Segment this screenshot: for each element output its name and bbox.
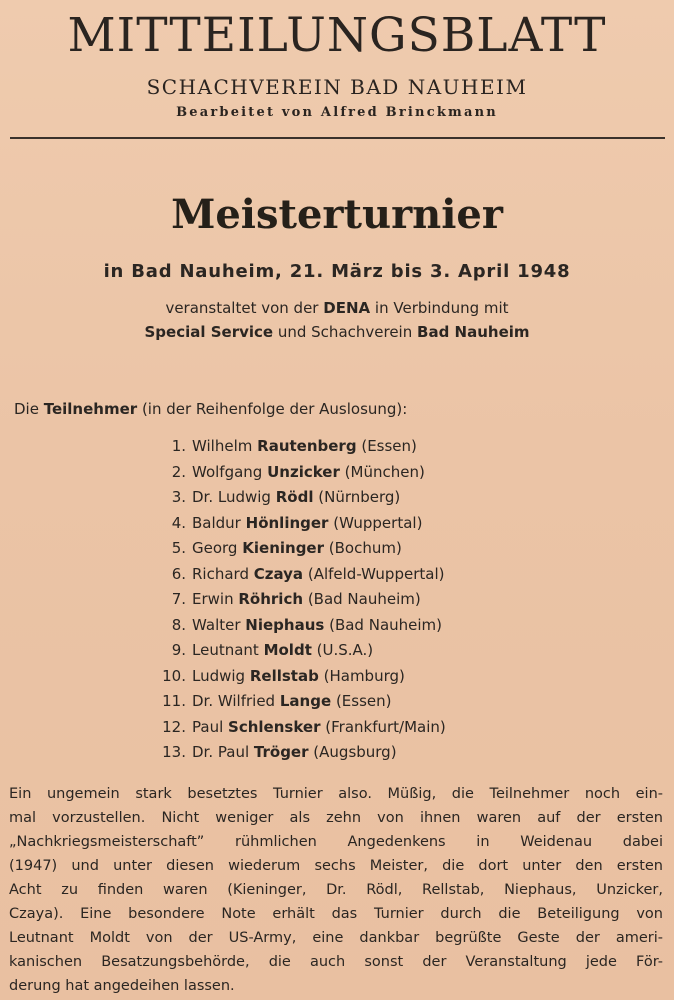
paragraph-line: kanischen Besatzungsbehörde, die auch sonst der Veranstaltung jede För-	[9, 954, 663, 970]
participant-last-name: Czaya	[253, 564, 304, 583]
event-dates: in Bad Nauheim, 21. März bis 3. April 1948	[103, 261, 571, 282]
participant-place: (Hamburg)	[323, 666, 405, 685]
participant-item	[156, 587, 446, 613]
participant-item	[156, 485, 446, 511]
participant-item	[156, 562, 446, 588]
masthead	[0, 8, 674, 122]
participant-last-name: Rautenberg	[257, 437, 357, 455]
participant-place: (Wuppertal)	[333, 513, 423, 532]
organizer-line-2	[0, 320, 674, 344]
participant-place: (Bad Nauheim)	[307, 590, 421, 608]
paragraph-line: derung hat angedeihen lassen.	[9, 978, 235, 994]
participant-item	[156, 536, 446, 562]
participant-first-name: Richard	[192, 564, 249, 583]
participant-number: 10.	[162, 666, 186, 685]
editor-credit: Bearbeitet von Alfred Brinckmann	[176, 105, 498, 120]
masthead-divider	[10, 137, 665, 139]
participant-number: 7.	[171, 590, 186, 608]
body-paragraph	[9, 782, 663, 998]
participant-item	[156, 740, 446, 766]
participant-item	[156, 638, 446, 664]
participant-first-name: Dr. Ludwig	[192, 488, 271, 506]
participant-last-name: Lange	[279, 692, 332, 710]
participant-number: 1.	[171, 437, 186, 455]
participant-place: (Bochum)	[328, 539, 402, 557]
participant-place: (München)	[344, 462, 425, 481]
participant-place: (U.S.A.)	[316, 641, 374, 659]
participant-first-name: Leutnant	[192, 641, 259, 659]
participant-item	[156, 715, 446, 741]
participant-last-name: Tröger	[253, 743, 309, 761]
participant-number: 4.	[171, 513, 186, 532]
participant-number: 6.	[171, 564, 186, 583]
participant-last-name: Hönlinger	[245, 513, 329, 532]
organizer-mid: und Schachverein	[277, 323, 413, 341]
participant-number: 2.	[171, 462, 186, 481]
event-title: Meisterturnier	[171, 191, 503, 238]
participant-first-name: Erwin	[192, 590, 234, 608]
organizer-special-service: Special Service	[144, 323, 274, 341]
participant-item	[156, 613, 446, 639]
participant-last-name: Unzicker	[267, 462, 340, 481]
club-name: SCHACHVEREIN BAD NAUHEIM	[146, 75, 528, 99]
participant-last-name: Rellstab	[249, 666, 319, 685]
organizer-post: in Verbindung mit	[374, 299, 509, 317]
participant-number: 11.	[162, 692, 186, 710]
intro-bold: Teilnehmer	[43, 400, 138, 418]
participant-last-name: Moldt	[263, 641, 312, 659]
participant-number: 3.	[171, 488, 186, 506]
participant-item	[156, 460, 446, 486]
participant-first-name: Wolfgang	[192, 462, 263, 481]
organizer-line-1	[0, 296, 674, 320]
participant-item	[156, 664, 446, 690]
participant-list	[156, 434, 446, 766]
paragraph-line: Acht zu finden waren (Kieninger, Dr. Rödl, Rellstab, Niephaus, Unzicker,	[9, 882, 663, 898]
paragraph-line: Leutnant Moldt von der US-Army, eine dankbar begrüßte Geste der ameri-	[9, 930, 663, 946]
participant-first-name: Dr. Wilfried	[192, 692, 276, 710]
paragraph-line: Ein ungemein stark besetztes Turnier also. Müßig, die Teilnehmer noch ein-	[9, 786, 663, 802]
participant-first-name: Walter	[192, 615, 241, 634]
participant-item	[156, 511, 446, 537]
participant-item	[156, 434, 446, 460]
participants-intro	[14, 398, 407, 420]
intro-pre: Die	[14, 400, 39, 418]
participant-place: (Essen)	[335, 692, 392, 710]
participant-number: 8.	[171, 615, 186, 634]
paragraph-line: Czaya). Eine besondere Note erhält das Turnier durch die Beteiligung von	[9, 906, 663, 922]
participant-first-name: Baldur	[192, 513, 241, 532]
participant-last-name: Schlensker	[228, 717, 321, 736]
organizer-pre: veranstaltet von der	[165, 299, 319, 317]
intro-post: (in der Reihenfolge der Auslosung):	[141, 400, 408, 418]
participant-item	[156, 689, 446, 715]
participant-place: (Frankfurt/Main)	[325, 717, 446, 736]
participant-last-name: Niephaus	[245, 615, 325, 634]
participant-place: (Alfeld-Wuppertal)	[307, 564, 445, 583]
participant-last-name: Rödl	[275, 488, 314, 506]
participant-number: 13.	[162, 743, 186, 761]
organizer-dena: DENA	[323, 299, 371, 317]
participant-number: 5.	[171, 539, 186, 557]
participant-number: 12.	[162, 717, 186, 736]
paragraph-line: (1947) und unter diesen wiederum sechs Meister, die dort unter den ersten	[9, 858, 663, 874]
participant-first-name: Wilhelm	[192, 437, 253, 455]
participant-place: (Augsburg)	[313, 743, 397, 761]
participant-place: (Nürnberg)	[318, 488, 401, 506]
participant-first-name: Dr. Paul	[192, 743, 250, 761]
organizer-bad-nauheim: Bad Nauheim	[417, 323, 530, 341]
participant-first-name: Georg	[192, 539, 238, 557]
participant-last-name: Kieninger	[242, 539, 324, 557]
participant-first-name: Paul	[192, 717, 224, 736]
participant-place: (Essen)	[361, 437, 417, 455]
participant-number: 9.	[171, 641, 186, 659]
event-organizers	[0, 296, 674, 344]
paragraph-line: „Nachkriegsmeisterschaft” rühmlichen Angedenkens in Weidenau dabei	[9, 834, 663, 850]
paragraph-line: mal vorzustellen. Nicht weniger als zehn von ihnen waren auf der ersten	[9, 810, 663, 826]
participant-last-name: Röhrich	[238, 590, 304, 608]
participant-place: (Bad Nauheim)	[329, 615, 443, 634]
event-header	[0, 190, 674, 344]
participant-first-name: Ludwig	[192, 666, 246, 685]
newsletter-title: MITTEILUNGSBLATT	[67, 8, 607, 63]
